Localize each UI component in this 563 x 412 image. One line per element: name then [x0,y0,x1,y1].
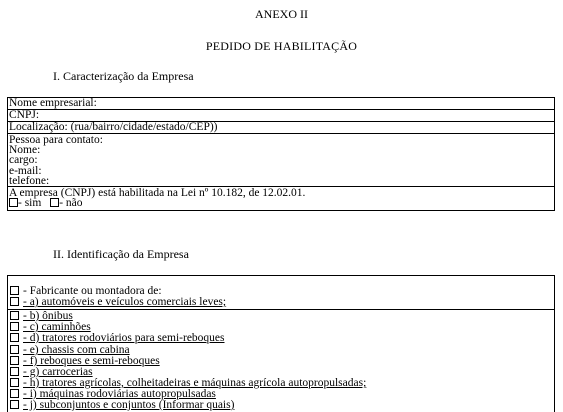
no-checkbox[interactable] [50,198,59,207]
contact-phone-field[interactable]: telefone: [9,175,50,187]
item-label: - f) reboques e semi-reboques [23,355,160,367]
yes-label: - sim [18,197,42,209]
list-item [10,297,226,309]
form-border-left [7,275,8,412]
item-label: - j) subconjuntos e conjuntos (Informar quais) [23,399,235,411]
cnpj-field[interactable]: CNPJ: [9,109,40,121]
contact-heading: Pessoa para contato: [9,134,103,146]
item-label: - d) tratores rodoviários para semi-reboques [23,332,225,344]
item-a-checkbox[interactable] [10,297,19,306]
item-label: - g) carrocerias [23,366,93,378]
yes-checkbox[interactable] [9,198,18,207]
item-label: - Fabricante ou montadora de: [23,285,162,297]
form-border-left [7,97,8,211]
form-border-bottom [7,210,554,211]
item-f-checkbox[interactable] [10,356,19,365]
list-item [10,400,234,412]
contact-name-field[interactable]: Nome: [9,144,41,156]
document-title: PEDIDO DE HABILITAÇÃO [205,39,358,53]
form-border-top [7,275,554,276]
item-label: - b) ônibus [23,310,73,322]
item-label: - a) automóveis e veículos comerciais leves; [23,296,227,308]
item-e-checkbox[interactable] [10,345,19,354]
contact-role-field[interactable]: cargo: [9,154,38,166]
location-field[interactable]: Localização: (rua/bairro/cidade/estado/CEP)) [9,121,218,133]
no-label: - não [59,197,83,209]
item-label: - e) chassis com cabina [23,344,130,356]
section-2-title: II. Identificação da Empresa [53,247,189,261]
company-name-field[interactable]: Nome empresarial: [9,97,97,109]
form-border-right [554,275,555,412]
item-g-checkbox[interactable] [10,367,19,376]
form-border-right [554,97,555,211]
contact-email-field[interactable]: e-mail: [9,165,42,177]
habilitation-options [9,198,83,210]
item-c-checkbox[interactable] [10,322,19,331]
section-1-title: I. Caracterização da Empresa [53,69,194,83]
item-label: - i) máquinas rodoviárias autopropulsadas [23,388,216,400]
row-divider [7,309,554,310]
item-j-checkbox[interactable] [10,400,19,409]
annex-label: ANEXO II [255,7,308,21]
item-i-checkbox[interactable] [10,389,19,398]
list-item [10,333,225,345]
item-label: - c) caminhões [23,321,91,333]
manufacturer-checkbox[interactable] [10,286,19,295]
item-h-checkbox[interactable] [10,378,19,387]
item-d-checkbox[interactable] [10,333,19,342]
habilitation-statement: A empresa (CNPJ) está habilitada na Lei nº 10.182, de 12.02.01. [9,187,306,199]
item-b-checkbox[interactable] [10,311,19,320]
item-label: - h) tratores agrícolas, colheitadeiras e máquinas agrícola autopropulsadas; [23,377,367,389]
